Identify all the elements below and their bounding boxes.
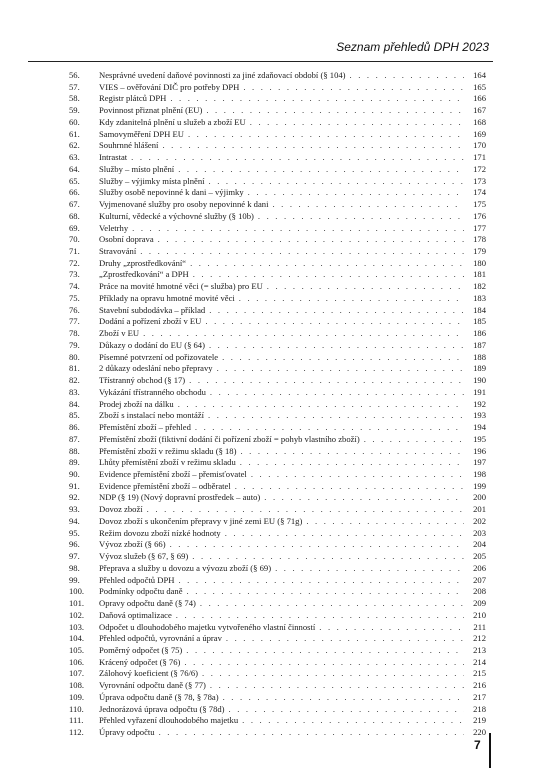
toc-entry [69,457,486,469]
toc-entry-page: 171 [473,152,486,163]
toc-entry-title: Poměrný odpočet (§ 75) [99,644,183,655]
toc-entry-page: 179 [473,246,486,257]
toc-entry-page: 209 [473,598,486,609]
toc-entry-title: Zboží v EU [99,328,140,339]
toc-entry-title: Přehled odpočtů DPH [99,574,175,585]
toc-entry-title: Zálohový koeficient (§ 76/6) [99,668,199,679]
toc-entry-title: Režim dovozu zboží nízké hodnoty [99,527,221,538]
toc-entry [69,528,486,540]
toc-entry [69,129,486,141]
toc-entry-title: Služby – výjimky místa plnění [99,175,205,186]
toc-entry [69,469,486,481]
toc-entry-title: Přemístění zboží v režimu skladu (§ 18) [99,445,237,456]
toc-entry-number: 75. [69,292,80,303]
toc-entry-page: 193 [473,410,486,421]
toc-entry-title: Práce na movité hmotné věci (= služba) pro EU [99,281,263,292]
toc-dot-leader [364,434,464,446]
toc-dot-leader [251,469,464,481]
toc-dot-leader [205,316,464,328]
toc-entry-page: 203 [473,527,486,538]
toc-entry-page: 173 [473,175,486,186]
toc-entry-title: Intrastat [99,152,128,163]
toc-entry [69,82,486,94]
toc-entry-number: 97. [69,551,80,562]
toc-entry-number: 65. [69,175,80,186]
toc-entry [69,516,486,528]
toc-dot-leader [250,117,464,129]
page-number: 7 [474,738,481,752]
toc-entry [69,316,486,328]
toc-entry [69,352,486,364]
toc-entry-title: Evidence přemístění zboží – přemisťovatel [99,468,247,479]
toc-dot-leader [178,164,464,176]
toc-entry-title: Služby osobě nepovinné k dani – výjimky [99,187,244,198]
toc-entry-page: 189 [473,363,486,374]
toc-entry-title: Samovyměření DPH EU [99,128,184,139]
toc-entry-title: Evidence přemístění zboží – odběratel [99,480,231,491]
toc-entry-page: 187 [473,339,486,350]
toc-dot-leader [243,82,464,94]
toc-entry [69,657,486,669]
table-of-contents [69,70,486,739]
toc-dot-leader [132,223,464,235]
running-header-title: Seznam přehledů DPH 2023 [336,40,489,54]
toc-dot-leader [239,293,464,305]
toc-entry-title: Přehled odpočtů, vyrovnání a úprav [99,633,222,644]
toc-entry-title: Kulturní, vědecké a výchovné služby (§ 10b) [99,210,254,221]
toc-entry-page: 180 [473,257,486,268]
toc-entry-number: 62. [69,140,80,151]
toc-entry-number: 102. [69,609,85,620]
toc-entry-page: 201 [473,504,486,515]
toc-entry [69,305,486,317]
toc-entry-title: Dodání a pořízení zboží v EU [99,316,202,327]
toc-entry [69,727,486,739]
toc-entry-title: Kdy zdanitelná plnění u služeb a zboží EU [99,116,246,127]
toc-entry [69,633,486,645]
toc-entry-number: 61. [69,128,80,139]
toc-entry-page: 206 [473,562,486,573]
toc-dot-leader [209,305,464,317]
toc-entry-number: 76. [69,304,80,315]
toc-dot-leader [210,387,464,399]
toc-entry-title: Odpočet u dlouhodobého majetku vytvořeného vlastní činností [99,621,316,632]
toc-dot-leader [143,328,464,340]
toc-entry-page: 172 [473,163,486,174]
toc-entry-number: 103. [69,621,85,632]
toc-entry-page: 213 [473,644,486,655]
toc-entry [69,598,486,610]
toc-entry [69,563,486,575]
toc-entry [69,446,486,458]
toc-dot-leader [195,422,464,434]
toc-entry-title: Úprava odpočtu daně (§ 78, § 78a) [99,691,219,702]
toc-entry-page: 170 [473,140,486,151]
toc-entry-page: 166 [473,93,486,104]
toc-entry-number: 64. [69,163,80,174]
toc-entry-page: 219 [473,715,486,726]
toc-entry-number: 93. [69,504,80,515]
toc-entry [69,622,486,634]
toc-entry [69,164,486,176]
toc-entry [69,363,486,375]
toc-entry [69,199,486,211]
toc-entry [69,269,486,281]
toc-entry-page: 207 [473,574,486,585]
toc-entry-page: 210 [473,609,486,620]
toc-entry-title: Třístranný obchod (§ 17) [99,375,186,386]
toc-entry-number: 77. [69,316,80,327]
toc-entry [69,410,486,422]
toc-entry-title: Úpravy odpočtu [99,727,155,738]
toc-dot-leader [200,598,464,610]
toc-entry-number: 98. [69,562,80,573]
toc-entry-page: 191 [473,386,486,397]
toc-dot-leader [170,93,464,105]
toc-dot-leader [240,446,464,458]
toc-entry-title: Podmínky odpočtu daně [99,586,183,597]
toc-dot-leader [162,140,464,152]
toc-entry-number: 70. [69,234,80,245]
toc-entry [69,492,486,504]
toc-entry-number: 96. [69,539,80,550]
toc-entry [69,481,486,493]
toc-entry-number: 68. [69,210,80,221]
toc-entry [69,610,486,622]
toc-entry-page: 202 [473,515,486,526]
toc-entry-page: 186 [473,328,486,339]
toc-entry-number: 109. [69,691,85,702]
toc-entry-title: Lhůty přemístění zboží v režimu skladu [99,457,236,468]
toc-entry [69,246,486,258]
toc-entry [69,715,486,727]
toc-entry-page: 164 [473,70,486,80]
toc-entry-title: Důkazy o dodání do EU (§ 64) [99,339,205,350]
toc-entry-number: 82. [69,375,80,386]
toc-entry-number: 73. [69,269,80,280]
toc-dot-leader [235,481,464,493]
toc-entry-page: 188 [473,351,486,362]
toc-entry-number: 110. [69,703,84,714]
toc-entry-title: Krácený odpočet (§ 76) [99,656,181,667]
toc-entry-page: 194 [473,422,486,433]
toc-entry-number: 86. [69,422,80,433]
toc-entry-title: Osobní doprava [99,234,154,245]
toc-entry-number: 91. [69,480,80,491]
toc-entry-number: 112. [69,727,84,738]
toc-entry-page: 192 [473,398,486,409]
toc-entry-number: 81. [69,363,80,374]
toc-entry-number: 105. [69,644,85,655]
toc-entry [69,680,486,692]
toc-dot-leader [184,657,464,669]
toc-dot-leader [147,504,464,516]
toc-dot-leader [226,633,464,645]
toc-dot-leader [188,129,464,141]
toc-dot-leader [158,234,464,246]
toc-dot-leader [159,727,464,739]
toc-dot-leader [272,199,464,211]
toc-entry-page: 165 [473,81,486,92]
toc-entry-number: 58. [69,93,80,104]
toc-entry-title: Vyjmenované služby pro osoby nepovinné k dani [99,199,269,210]
toc-entry [69,234,486,246]
toc-entry-number: 66. [69,187,80,198]
toc-entry-title: Vyrovnání odpočtu daně (§ 77) [99,680,206,691]
toc-entry-page: 195 [473,433,486,444]
toc-entry-page: 178 [473,234,486,245]
toc-entry-number: 104. [69,633,85,644]
toc-entry-title: Registr plátců DPH [99,93,167,104]
toc-dot-leader [319,622,464,634]
toc-dot-leader [210,680,464,692]
toc-dot-leader [140,246,464,258]
toc-entry-number: 92. [69,492,80,503]
toc-entry-page: 181 [473,269,486,280]
toc-entry-number: 74. [69,281,80,292]
toc-dot-leader [170,539,464,551]
toc-dot-leader [248,187,464,199]
toc-dot-leader [217,363,464,375]
toc-entry-page: 208 [473,586,486,597]
toc-entry-page: 168 [473,116,486,127]
toc-entry-title: Přemístění zboží (fiktivní dodání či pořízení zboží = pohyb vlastního zboží) [99,433,360,444]
toc-dot-leader [225,528,464,540]
toc-entry [69,105,486,117]
footer-rule [489,733,491,768]
toc-entry-number: 100. [69,586,85,597]
toc-entry [69,152,486,164]
toc-entry [69,434,486,446]
toc-dot-leader [264,492,464,504]
toc-entry-title: Prodej zboží na dálku [99,398,174,409]
toc-entry-number: 85. [69,410,80,421]
toc-dot-leader [193,269,464,281]
toc-entry-page: 205 [473,551,486,562]
toc-entry-number: 71. [69,246,80,257]
toc-entry [69,176,486,188]
toc-entry-number: 99. [69,574,80,585]
toc-entry-number: 63. [69,152,80,163]
toc-dot-leader [208,410,464,422]
toc-entry-number: 88. [69,445,80,456]
toc-entry-page: 196 [473,445,486,456]
toc-entry-page: 197 [473,457,486,468]
toc-entry-page: 169 [473,128,486,139]
toc-entry [69,668,486,680]
toc-dot-leader [178,575,464,587]
toc-dot-leader [242,715,464,727]
toc-entry-title: Veletrhy [99,222,129,233]
toc-entry-page: 182 [473,281,486,292]
toc-entry-page: 190 [473,375,486,386]
toc-entry-number: 84. [69,398,80,409]
toc-entry-number: 107. [69,668,85,679]
toc-entry-page: 211 [473,621,486,632]
toc-entry-page: 167 [473,105,486,116]
toc-entry [69,539,486,551]
toc-dot-leader [223,692,464,704]
toc-entry-page: 176 [473,210,486,221]
toc-dot-leader [209,176,464,188]
toc-entry-number: 78. [69,328,80,339]
toc-entry [69,504,486,516]
toc-entry [69,70,486,82]
toc-entry-title: Zboží s instalací nebo montáží [99,410,205,421]
toc-dot-leader [240,457,464,469]
toc-entry-number: 72. [69,257,80,268]
toc-entry-page: 177 [473,222,486,233]
toc-entry-number: 57. [69,81,80,92]
toc-dot-leader [258,211,464,223]
toc-entry-title: Vývoz zboží (§ 66) [99,539,166,550]
toc-dot-leader [202,668,464,680]
toc-entry-title: Vykázání třístranného obchodu [99,386,206,397]
toc-entry-page: 217 [473,691,486,702]
toc-entry-number: 60. [69,116,80,127]
toc-entry [69,551,486,563]
toc-entry-number: 94. [69,515,80,526]
toc-entry-title: Vývoz služeb (§ 67, § 69) [99,551,189,562]
toc-entry-number: 56. [69,70,80,80]
toc-entry-title: Přehled vyřazení dlouhodobého majetku [99,715,239,726]
toc-entry-number: 69. [69,222,80,233]
toc-entry-page: 198 [473,468,486,479]
toc-entry [69,422,486,434]
toc-entry-title: Daňová optimalizace [99,609,172,620]
toc-entry-number: 101. [69,598,85,609]
toc-entry-title: Příklady na opravu hmotné movité věci [99,292,235,303]
toc-entry-page: 199 [473,480,486,491]
toc-entry-title: NDP (§ 19) (Nový dopravní prostředek – auto) [99,492,261,503]
toc-dot-leader [187,586,464,598]
toc-entry [69,387,486,399]
toc-entry-page: 185 [473,316,486,327]
toc-entry-title: Opravy odpočtu daně (§ 74) [99,598,196,609]
toc-dot-leader [209,340,464,352]
toc-entry [69,117,486,129]
toc-entry [69,575,486,587]
toc-entry-number: 80. [69,351,80,362]
toc-entry-number: 90. [69,468,80,479]
toc-entry-page: 215 [473,668,486,679]
toc-entry-number: 111. [69,715,84,726]
toc-entry-number: 59. [69,105,80,116]
toc-entry-title: Jednorázová úprava odpočtu (§ 78d) [99,703,225,714]
toc-dot-leader [189,375,464,387]
toc-entry-page: 212 [473,633,486,644]
toc-entry [69,281,486,293]
toc-entry [69,399,486,411]
toc-entry-page: 200 [473,492,486,503]
toc-entry-page: 183 [473,292,486,303]
toc-dot-leader [192,551,464,563]
toc-entry-number: 89. [69,457,80,468]
toc-entry-number: 83. [69,386,80,397]
toc-dot-leader [350,70,464,82]
toc-dot-leader [190,258,464,270]
toc-dot-leader [306,516,464,528]
toc-entry [69,258,486,270]
toc-entry-title: Stravování [99,246,137,257]
toc-entry-title: Písemné potvrzení od pořizovatele [99,351,219,362]
toc-entry-title: Druhy „zprostředkování“ [99,257,187,268]
toc-entry [69,211,486,223]
toc-dot-leader [178,399,464,411]
toc-entry-title: Souhrnné hlášení [99,140,159,151]
toc-entry [69,375,486,387]
toc-dot-leader [176,610,464,622]
toc-entry-title: Povinnost přiznat plnění (EU) [99,105,203,116]
toc-entry-page: 218 [473,703,486,714]
toc-entry [69,93,486,105]
header-rule [28,61,493,62]
toc-entry-number: 79. [69,339,80,350]
toc-entry-title: VIES – ověřování DIČ pro potřeby DPH [99,81,240,92]
toc-dot-leader [275,563,464,575]
toc-entry-title: „Zprostředkování“ a DPH [99,269,189,280]
toc-entry-page: 175 [473,199,486,210]
toc-entry-number: 106. [69,656,85,667]
toc-dot-leader [222,352,464,364]
toc-entry-page: 174 [473,187,486,198]
toc-entry [69,187,486,199]
toc-entry-title: Dovoz zboží [99,504,143,515]
toc-entry-number: 87. [69,433,80,444]
toc-entry [69,586,486,598]
toc-entry-page: 214 [473,656,486,667]
toc-dot-leader [186,645,464,657]
toc-dot-leader [131,152,464,164]
toc-entry-number: 67. [69,199,80,210]
toc-entry-title: Dovoz zboží s ukončením přepravy v jiné zemi EU (§ 71g) [99,515,303,526]
toc-entry-title: Přemístění zboží – přehled [99,422,191,433]
toc-entry-title: Stavební subdodávka – příklad [99,304,206,315]
toc-entry [69,704,486,716]
toc-entry-page: 204 [473,539,486,550]
toc-entry [69,645,486,657]
toc-entry [69,223,486,235]
toc-entry-number: 108. [69,680,85,691]
toc-entry-page: 220 [473,727,486,738]
toc-dot-leader [267,281,464,293]
toc-entry-title: Přeprava a služby u dovozu a vývozu zboží (§ 69) [99,562,272,573]
toc-entry [69,293,486,305]
toc-dot-leader [206,105,464,117]
toc-entry [69,328,486,340]
toc-entry-number: 95. [69,527,80,538]
toc-entry-title: 2 důkazy odeslání nebo přepravy [99,363,213,374]
toc-entry [69,140,486,152]
toc-dot-leader [229,704,464,716]
toc-entry-title: Služby – místo plnění [99,163,175,174]
toc-entry [69,340,486,352]
toc-entry-page: 184 [473,304,486,315]
toc-entry-page: 216 [473,680,486,691]
toc-entry-title: Nesprávné uvedení daňové povinnosti za jiné zdaňovací období (§ 104) [99,70,346,80]
toc-entry [69,692,486,704]
